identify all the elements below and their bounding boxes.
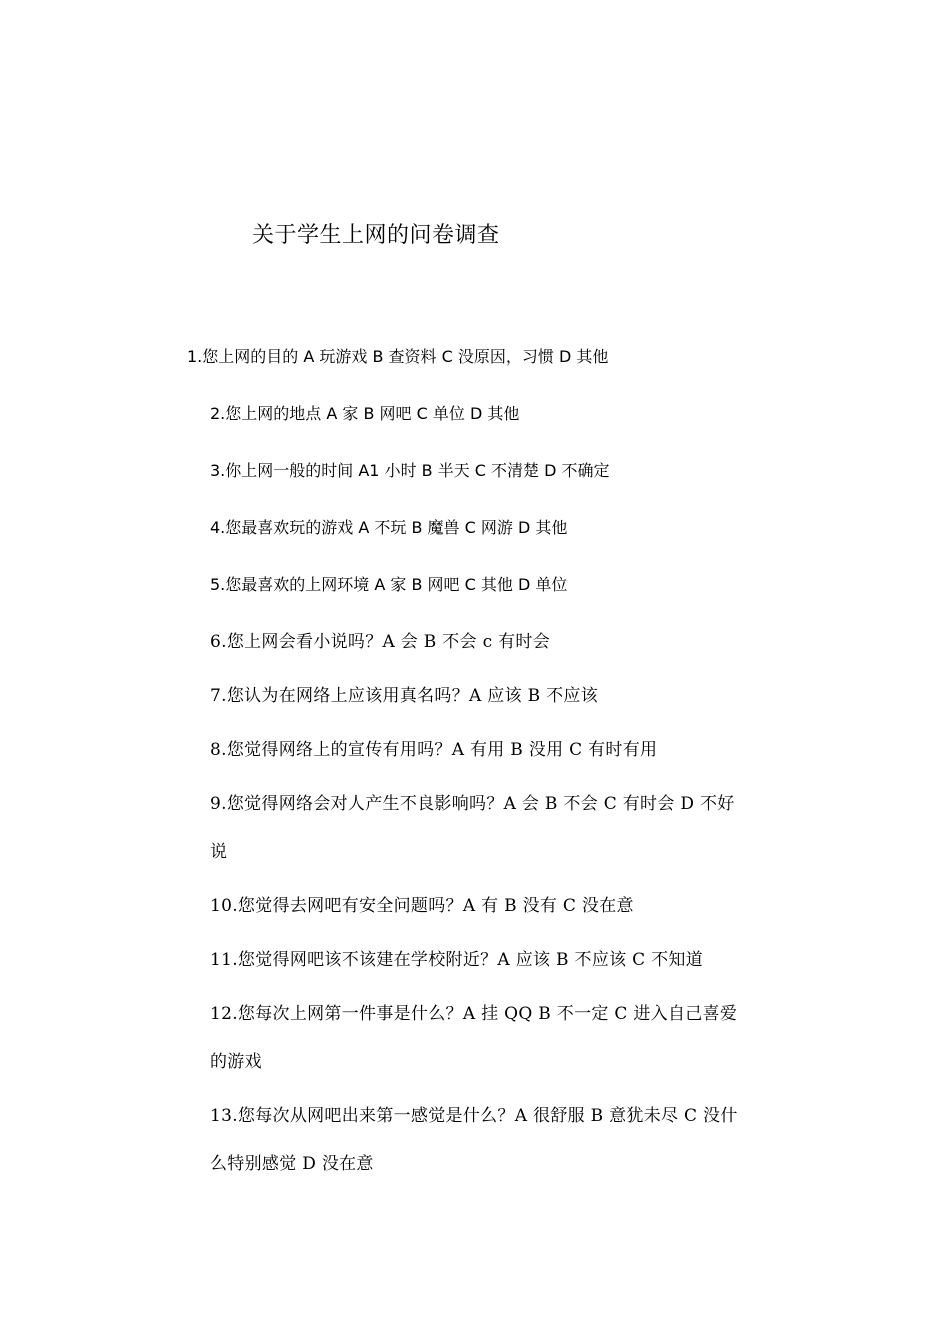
- question-13: 13.您每次从网吧出来第一感觉是什么？A 很舒服 B 意犹未尽 C 没什: [210, 1106, 738, 1126]
- question-12-continued: 的游戏: [210, 1052, 262, 1072]
- question-9: 9.您觉得网络会对人产生不良影响吗？A 会 B 不会 C 有时会 D 不好: [210, 794, 735, 814]
- document-title: 关于学生上网的问卷调查: [252, 223, 500, 248]
- question-4: 4.您最喜欢玩的游戏 A 不玩 B 魔兽 C 网游 D 其他: [210, 518, 568, 537]
- question-7: 7.您认为在网络上应该用真名吗？A 应该 B 不应该: [210, 686, 598, 706]
- question-2: 2.您上网的地点 A 家 B 网吧 C 单位 D 其他: [210, 404, 520, 423]
- question-12: 12.您每次上网第一件事是什么？A 挂 QQ B 不一定 C 进入自己喜爱: [210, 1004, 738, 1024]
- question-13-continued: 么特别感觉 D 没在意: [210, 1154, 374, 1174]
- question-10: 10.您觉得去网吧有安全问题吗？A 有 B 没有 C 没在意: [210, 896, 634, 916]
- question-1: 1.您上网的目的 A 玩游戏 B 查资料 C 没原因，习惯 D 其他: [187, 347, 609, 366]
- question-5: 5.您最喜欢的上网环境 A 家 B 网吧 C 其他 D 单位: [210, 575, 568, 594]
- question-8: 8.您觉得网络上的宣传有用吗？A 有用 B 没用 C 有时有用: [210, 740, 658, 760]
- question-6: 6.您上网会看小说吗？A 会 B 不会 c 有时会: [210, 632, 551, 652]
- question-11: 11.您觉得网吧该不该建在学校附近？A 应该 B 不应该 C 不知道: [210, 950, 704, 970]
- question-9-continued: 说: [210, 842, 228, 862]
- question-3: 3.你上网一般的时间 A1 小时 B 半天 C 不清楚 D 不确定: [210, 461, 610, 480]
